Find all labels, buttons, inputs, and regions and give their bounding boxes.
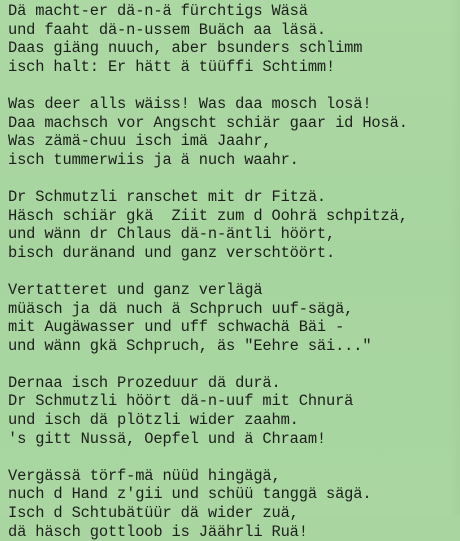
poem-line: 's gitt Nussä, Oepfel und ä Chraam! [8,429,327,448]
poem-line: dä häsch gottloob is Jäährli Ruä! [8,522,308,541]
stanza-1 [8,2,458,76]
poem-line: isch tummerwiis ja ä nuch waahr. [8,150,299,169]
stanza-2 [8,95,458,169]
poem-line: Vertatteret und ganz verlägä [8,280,263,299]
poem-line: Dr Schmutzli höört dä-n-uuf mit Chnurä [8,392,354,411]
poem-line: und isch dä plötzli wider zaahm. [8,411,299,430]
poem [8,2,458,541]
stanza-5 [8,374,458,448]
poem-line: und wänn dr Chlaus dä-n-äntli höört, [8,225,336,244]
poem-line: Was deer alls wäiss! Was daa mosch losä! [8,94,372,113]
poem-line: Daas giäng nuuch, aber bsunders schlimm [8,39,363,58]
poem-line: müäsch ja dä nuch ä Schpruch uuf-sägä, [8,299,354,318]
poem-line: und faaht dä-n-ussem Buäch aa läsä. [8,20,327,39]
poem-line: Dä macht-er dä-n-ä fürchtigs Wäsä [8,2,308,20]
poem-line: Isch d Schtubätüür dä wider zuä, [8,504,299,523]
poem-line: nuch d Hand z'gii und schüü tanggä sägä. [8,485,372,504]
page-edge-shadow [450,0,460,515]
poem-line: isch halt: Er hätt ä tüüffi Schtimm! [8,57,336,76]
poem-line: Dr Schmutzli ranschet mit dr Fitzä. [8,187,327,206]
poem-line: Was zämä-chuu isch imä Jaahr, [8,132,272,151]
poem-line: mit Augäwasser und uff schwachä Bäi - [8,318,345,337]
poem-line: bisch duränand und ganz verschtöört. [8,243,336,262]
poem-line: und wänn gkä Schpruch, äs "Eehre säi..." [8,336,372,355]
stanza-3 [8,188,458,262]
poem-line: Häsch schiär gkä Ziit zum d Oohrä schpitzä, [8,206,408,225]
poem-line: Daa machsch vor Angscht schiär gaar id Hosä. [8,113,408,132]
poem-line: Vergässä törf-mä nüüd hingägä, [8,466,281,485]
poem-line: Dernaa isch Prozeduur dä durä. [8,373,281,392]
stanza-4 [8,281,458,355]
stanza-6 [8,467,458,541]
